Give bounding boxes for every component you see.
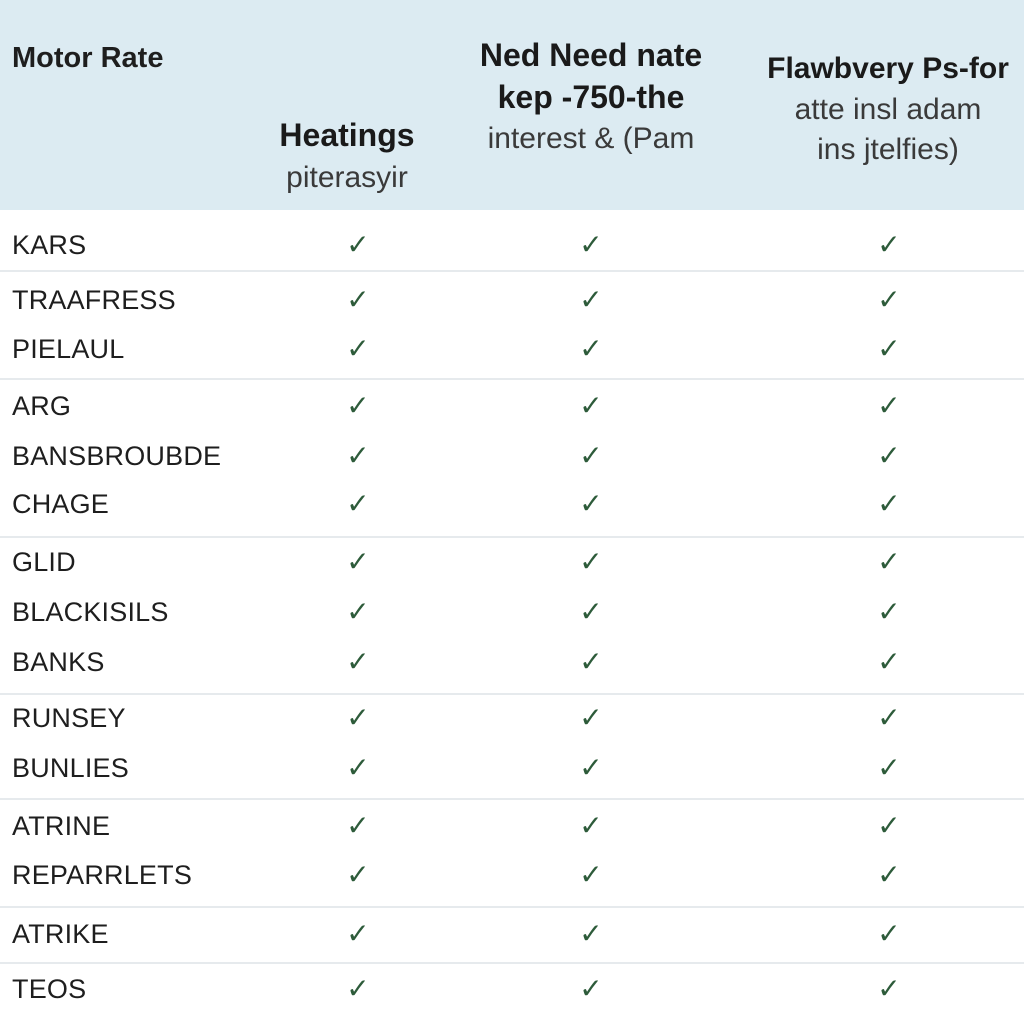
- checkmark-icon: ✓: [346, 439, 370, 472]
- row-label: RUNSEY: [12, 703, 126, 733]
- row-label: REPARRLETS: [12, 860, 193, 890]
- checkmark-icon: ✓: [579, 972, 603, 1005]
- checkmark-icon: ✓: [877, 595, 901, 628]
- checkmark-icon: ✓: [579, 809, 603, 842]
- table-row: [0, 431, 1024, 481]
- checkmark-icon: ✓: [346, 228, 370, 261]
- checkmark-icon: ✓: [346, 389, 370, 422]
- header-col2-subtitle: interest & (Pam: [487, 122, 695, 155]
- table-row: [0, 801, 1024, 851]
- header-col3-subtitle-line2: ins jtelfies): [817, 133, 959, 166]
- checkmark-icon: ✓: [877, 487, 901, 520]
- row-divider: [0, 798, 1024, 800]
- checkmark-icon: ✓: [877, 751, 901, 784]
- checkmark-icon: ✓: [579, 439, 603, 472]
- row-label: BUNLIES: [12, 753, 129, 783]
- header-col0-label: Motor Rate: [12, 42, 164, 74]
- row-label: KARS: [12, 230, 87, 260]
- checkmark-icon: ✓: [579, 595, 603, 628]
- header-flawbvery: [752, 48, 1024, 170]
- checkmark-icon: ✓: [877, 545, 901, 578]
- row-divider: [0, 270, 1024, 272]
- checkmark-icon: ✓: [579, 858, 603, 891]
- row-label: BANSBROUBDE: [12, 441, 222, 471]
- table-row: [0, 743, 1024, 793]
- row-label: PIELAUL: [12, 334, 125, 364]
- checkmark-icon: ✓: [877, 701, 901, 734]
- table-row: [0, 275, 1024, 325]
- checkmark-icon: ✓: [579, 487, 603, 520]
- checkmark-icon: ✓: [877, 439, 901, 472]
- checkmark-icon: ✓: [346, 858, 370, 891]
- table-row: [0, 220, 1024, 270]
- checkmark-icon: ✓: [579, 701, 603, 734]
- header-col2-title-line2: kep -750-the: [497, 79, 685, 115]
- row-divider: [0, 378, 1024, 380]
- checkmark-icon: ✓: [877, 283, 901, 316]
- row-label: CHAGE: [12, 489, 110, 519]
- checkmark-icon: ✓: [346, 545, 370, 578]
- header-motor-rate: [12, 42, 163, 75]
- checkmark-icon: ✓: [877, 858, 901, 891]
- checkmark-icon: ✓: [346, 595, 370, 628]
- row-label: TEOS: [12, 974, 87, 1004]
- table-row: [0, 324, 1024, 374]
- checkmark-icon: ✓: [346, 751, 370, 784]
- checkmark-icon: ✓: [346, 645, 370, 678]
- checkmark-icon: ✓: [579, 917, 603, 950]
- checkmark-icon: ✓: [579, 389, 603, 422]
- checkmark-icon: ✓: [579, 645, 603, 678]
- checkmark-icon: ✓: [877, 972, 901, 1005]
- header-heatings: [262, 112, 432, 198]
- checkmark-icon: ✓: [579, 283, 603, 316]
- checkmark-icon: ✓: [346, 917, 370, 950]
- row-label: ATRINE: [12, 811, 111, 841]
- row-label: ARG: [12, 391, 72, 421]
- table-row: [0, 637, 1024, 687]
- table-row: [0, 909, 1024, 959]
- checkmark-icon: ✓: [346, 809, 370, 842]
- row-label: TRAAFRESS: [12, 285, 176, 315]
- table-row: [0, 850, 1024, 900]
- checkmark-icon: ✓: [877, 228, 901, 261]
- header-col2-title: Ned Need nate: [479, 37, 703, 73]
- table-header: [0, 0, 1024, 210]
- header-col3-title: Flawbvery Ps-for: [767, 52, 1009, 85]
- row-label: GLID: [12, 547, 76, 577]
- row-label: ATRIKE: [12, 919, 109, 949]
- table-row: [0, 587, 1024, 637]
- header-col1-subtitle: piterasyir: [286, 161, 408, 194]
- checkmark-icon: ✓: [579, 545, 603, 578]
- table-row: [0, 537, 1024, 587]
- row-divider: [0, 906, 1024, 908]
- table-row: [0, 479, 1024, 529]
- table-row: [0, 693, 1024, 743]
- checkmark-icon: ✓: [346, 332, 370, 365]
- checkmark-icon: ✓: [346, 283, 370, 316]
- checkmark-icon: ✓: [877, 389, 901, 422]
- header-need-rate: [460, 34, 722, 160]
- row-label: BANKS: [12, 647, 105, 677]
- checkmark-icon: ✓: [579, 228, 603, 261]
- header-col3-subtitle: atte insl adam: [794, 93, 982, 126]
- checkmark-icon: ✓: [877, 917, 901, 950]
- table-row: [0, 964, 1024, 1014]
- row-label: BLACKISILS: [12, 597, 169, 627]
- header-col1-title: Heatings: [279, 117, 415, 153]
- checkmark-icon: ✓: [579, 332, 603, 365]
- checkmark-icon: ✓: [346, 701, 370, 734]
- checkmark-icon: ✓: [877, 332, 901, 365]
- checkmark-icon: ✓: [346, 487, 370, 520]
- checkmark-icon: ✓: [877, 645, 901, 678]
- checkmark-icon: ✓: [346, 972, 370, 1005]
- checkmark-icon: ✓: [579, 751, 603, 784]
- table-row: [0, 381, 1024, 431]
- checkmark-icon: ✓: [877, 809, 901, 842]
